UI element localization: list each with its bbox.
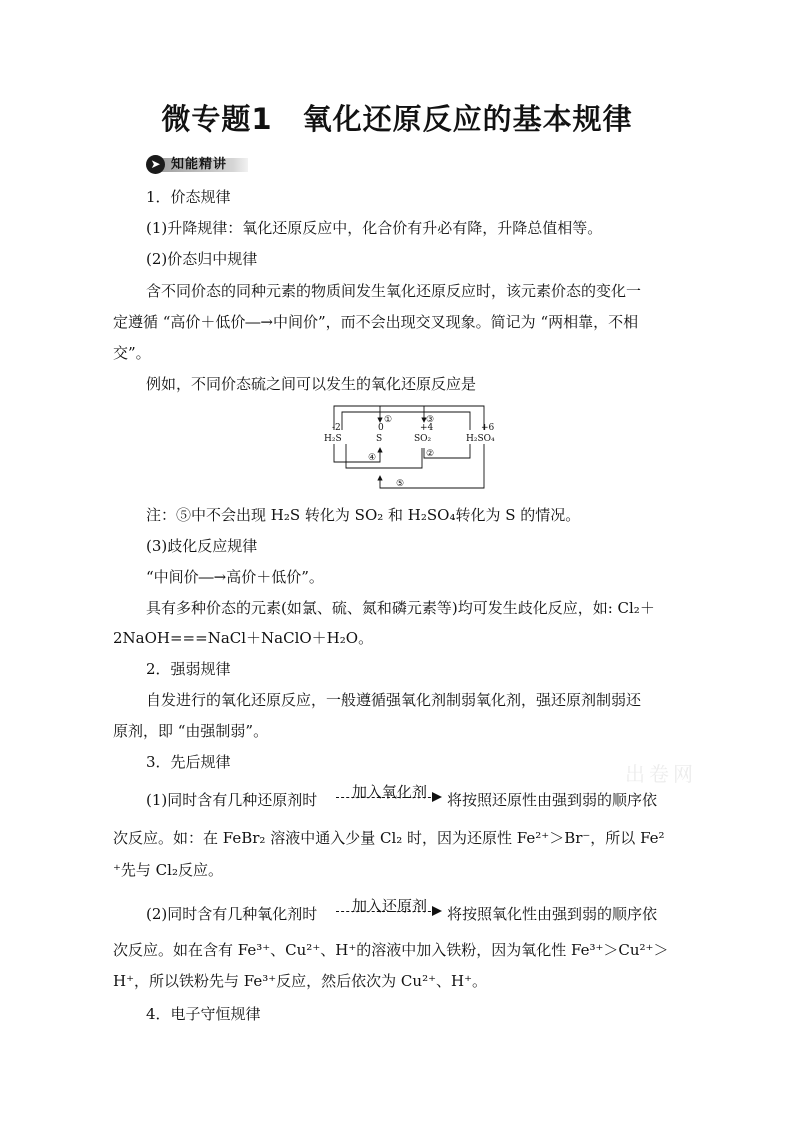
section-3-rule-1-post: 将按照还原性由强到弱的顺序依 — [447, 791, 658, 809]
valence-h2so4: +6 — [481, 423, 495, 433]
rule-3-heading: (3)歧化反应规律 — [146, 537, 258, 555]
example-intro: 例如，不同价态硫之间可以发生的氧化还原反应是 — [146, 375, 477, 393]
watermark: 出卷网 — [625, 762, 697, 786]
arrow-label: 加入氧化剂 — [352, 783, 428, 801]
marker-4: ④ — [368, 453, 377, 463]
valence-h2s: -2 — [332, 423, 341, 433]
arrow-label: 加入还原剂 — [352, 897, 428, 915]
section-3-rule-1-text-line: ⁺先与 Cl₂反应。 — [113, 861, 223, 879]
arrow-icon: ➤ — [146, 155, 165, 174]
rule-2-text-line: 定遵循 “高价＋低价―→中间价”，而不会出现交叉现象。简记为 “两相靠，不相 — [113, 313, 639, 331]
section-3-rule-2-text-line: H⁺，所以铁粉先与 Fe³⁺反应，然后依次为 Cu²⁺、H⁺。 — [113, 972, 487, 990]
section-2-heading: 2．强弱规律 — [146, 660, 231, 678]
section-1-heading: 1．价态规律 — [146, 188, 231, 206]
section-3-heading: 3．先后规律 — [146, 753, 231, 771]
section-3-rule-2-text-line: 次反应。如在含有 Fe³⁺、Cu²⁺、H⁺的溶液中加入铁粉，因为氧化性 Fe³⁺＞Cu²⁺＞ — [113, 941, 669, 959]
species-h2s: H₂S — [324, 434, 342, 444]
species-s: S — [376, 434, 383, 444]
species-so2: SO₂ — [414, 434, 432, 444]
add-reductant-arrow — [336, 898, 446, 922]
section-badge — [146, 155, 250, 174]
species-h2so4: H₂SO₄ — [466, 434, 495, 444]
section-3-rule-2-post: 将按照氧化性由强到弱的顺序依 — [447, 905, 658, 923]
badge-label: 知能精讲 — [171, 157, 228, 172]
valence-so2: +4 — [420, 423, 434, 433]
arrow-head-icon — [432, 906, 442, 916]
diagram-note: 注：⑤中不会出现 H₂S 转化为 SO₂ 和 H₂SO₄转化为 S 的情况。 — [146, 506, 581, 524]
rule-3-text-line: “中间价―→高价＋低价”。 — [146, 568, 324, 586]
marker-3: ③ — [426, 415, 435, 425]
section-4-heading: 4．电子守恒规律 — [146, 1005, 261, 1023]
dashed-arrow-line — [336, 911, 436, 912]
rule-3-equation: 2NaOH===NaCl＋NaClO＋H₂O。 — [113, 629, 374, 647]
sulfur-valence-diagram — [320, 400, 510, 496]
section-3-rule-1-pre: (1)同时含有几种还原剂时 — [146, 791, 318, 809]
add-oxidant-arrow — [336, 784, 446, 808]
section-3-rule-1-text-line: 次反应。如：在 FeBr₂ 溶液中通入少量 Cl₂ 时，因为还原性 Fe²⁺＞Br⁻，所以 Fe² — [113, 829, 665, 847]
page-title: 微专题1 氧化还原反应的基本规律 — [161, 102, 633, 136]
marker-1: ① — [384, 415, 393, 425]
rule-3-text-line: 具有多种价态的元素(如氯、硫、氮和磷元素等)均可发生歧化反应，如: Cl₂＋ — [146, 599, 655, 617]
rule-2-heading: (2)价态归中规律 — [146, 250, 258, 268]
rule-2-text-line: 含不同价态的同种元素的物质间发生氧化还原反应时，该元素价态的变化一 — [146, 282, 642, 300]
rule-1-text: (1)升降规律：氧化还原反应中，化合价有升必有降，升降总值相等。 — [146, 219, 603, 237]
marker-5: ⑤ — [396, 479, 405, 489]
dashed-arrow-line — [336, 797, 436, 798]
arrow-head-icon — [432, 792, 442, 802]
section-2-text-line: 原剂，即 “由强制弱”。 — [113, 722, 269, 740]
valence-s: 0 — [378, 423, 384, 433]
marker-2: ② — [426, 449, 435, 459]
section-2-text-line: 自发进行的氧化还原反应，一般遵循强氧化剂制弱氧化剂，强还原剂制弱还 — [146, 691, 642, 709]
rule-2-text-line: 交”。 — [113, 344, 151, 362]
section-3-rule-2-pre: (2)同时含有几种氧化剂时 — [146, 905, 318, 923]
